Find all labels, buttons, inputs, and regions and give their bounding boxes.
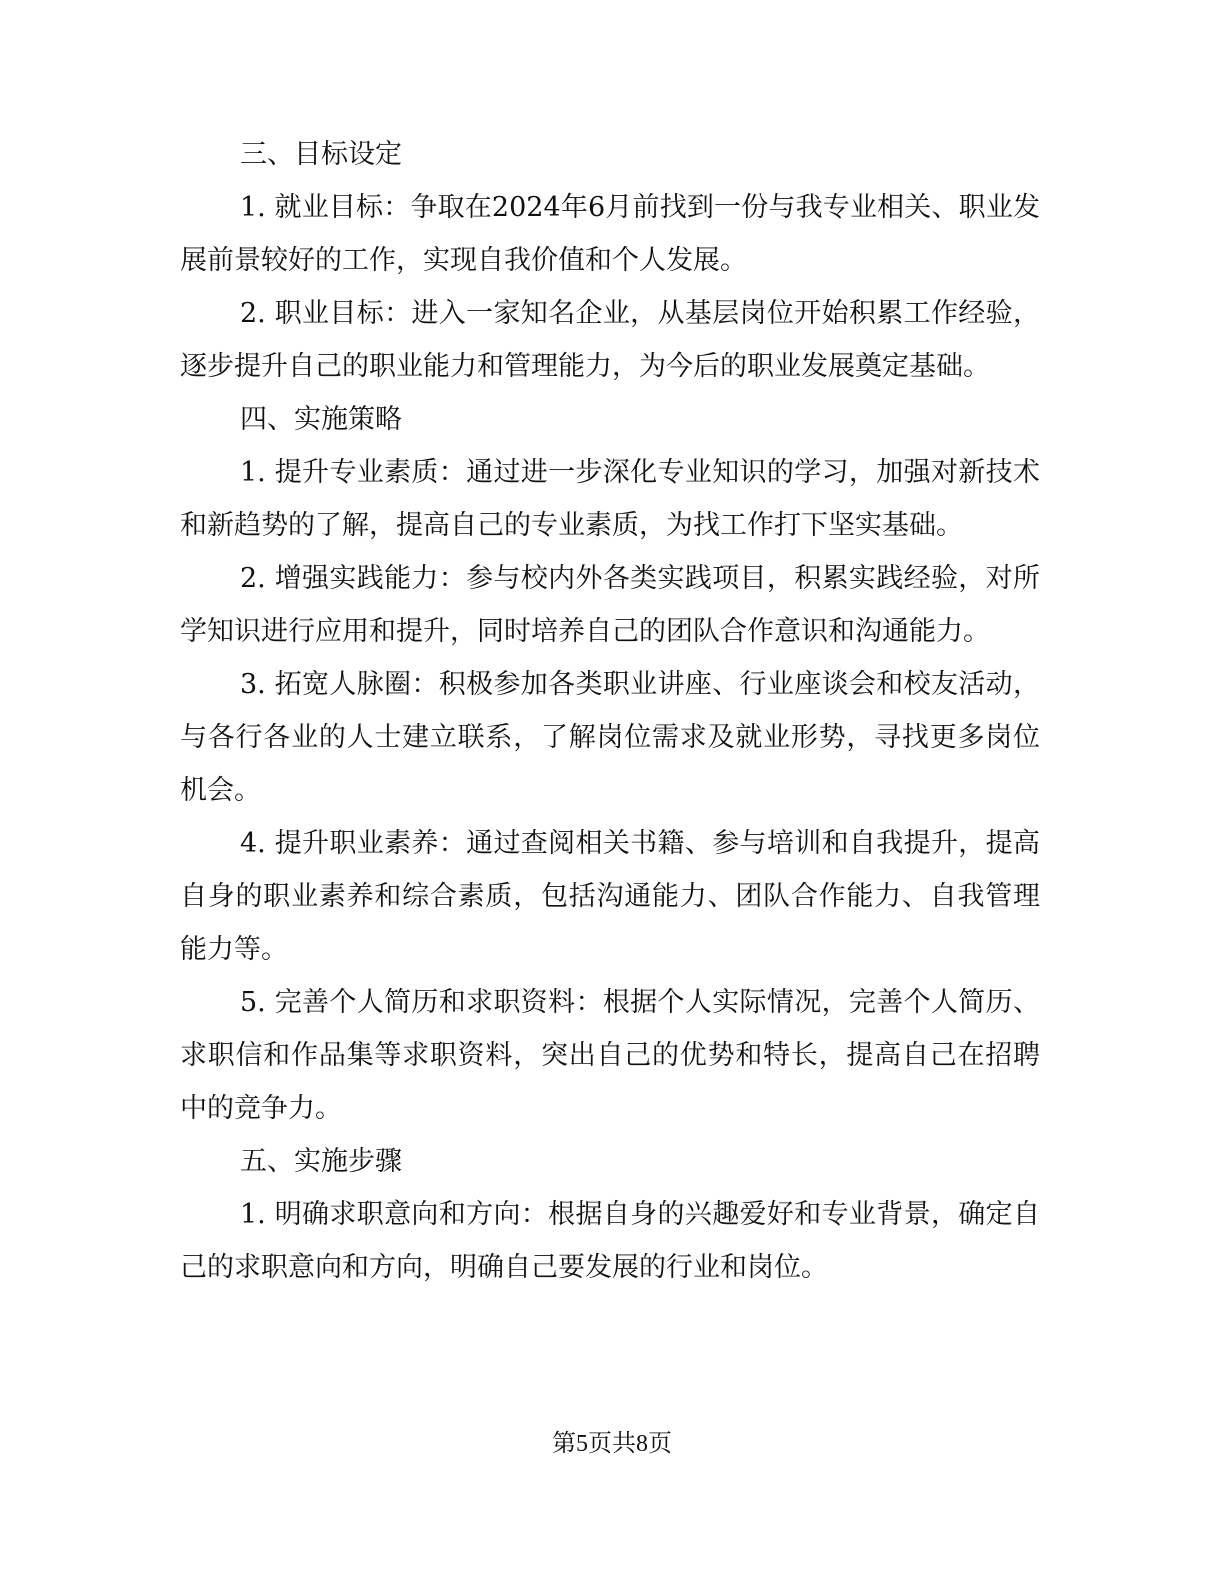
page-number: 第5页共8页 (552, 1431, 672, 1457)
document-body (180, 128, 1040, 1294)
paragraph-strategy-3: 3. 拓宽人脉圈：积极参加各类职业讲座、行业座谈会和校友活动，与各行各业的人士建立联系，了解岗位需求及就业形势，寻找更多岗位机会。 (180, 669, 1040, 806)
paragraph-step-1: 1. 明确求职意向和方向：根据自身的兴趣爱好和专业背景，确定自己的求职意向和方向，明确自己要发展的行业和岗位。 (180, 1199, 1040, 1283)
paragraph-strategy-5: 5. 完善个人简历和求职资料：根据个人实际情况，完善个人简历、求职信和作品集等求职资料，突出自己的优势和特长，提高自己在招聘中的竞争力。 (180, 987, 1040, 1124)
paragraph-strategy-1: 1. 提升专业素质：通过进一步深化专业知识的学习，加强对新技术和新趋势的了解，提高自己的专业素质，为找工作打下坚实基础。 (180, 457, 1040, 541)
section-heading-steps: 五、实施步骤 (240, 1146, 402, 1177)
paragraph-employment-goal: 1. 就业目标：争取在2024年6月前找到一份与我专业相关、职业发展前景较好的工作，实现自我价值和个人发展。 (180, 192, 1040, 276)
paragraph-strategy-2: 2. 增强实践能力：参与校内外各类实践项目，积累实践经验，对所学知识进行应用和提升，同时培养自己的团队合作意识和沟通能力。 (180, 563, 1040, 647)
section-heading-strategy: 四、实施策略 (240, 404, 402, 435)
paragraph-strategy-4: 4. 提升职业素养：通过查阅相关书籍、参与培训和自我提升，提高自身的职业素养和综合素质，包括沟通能力、团队合作能力、自我管理能力等。 (180, 828, 1040, 965)
paragraph-career-goal: 2. 职业目标：进入一家知名企业，从基层岗位开始积累工作经验，逐步提升自己的职业能力和管理能力，为今后的职业发展奠定基础。 (180, 298, 1040, 382)
section-heading-goals: 三、目标设定 (240, 139, 402, 170)
